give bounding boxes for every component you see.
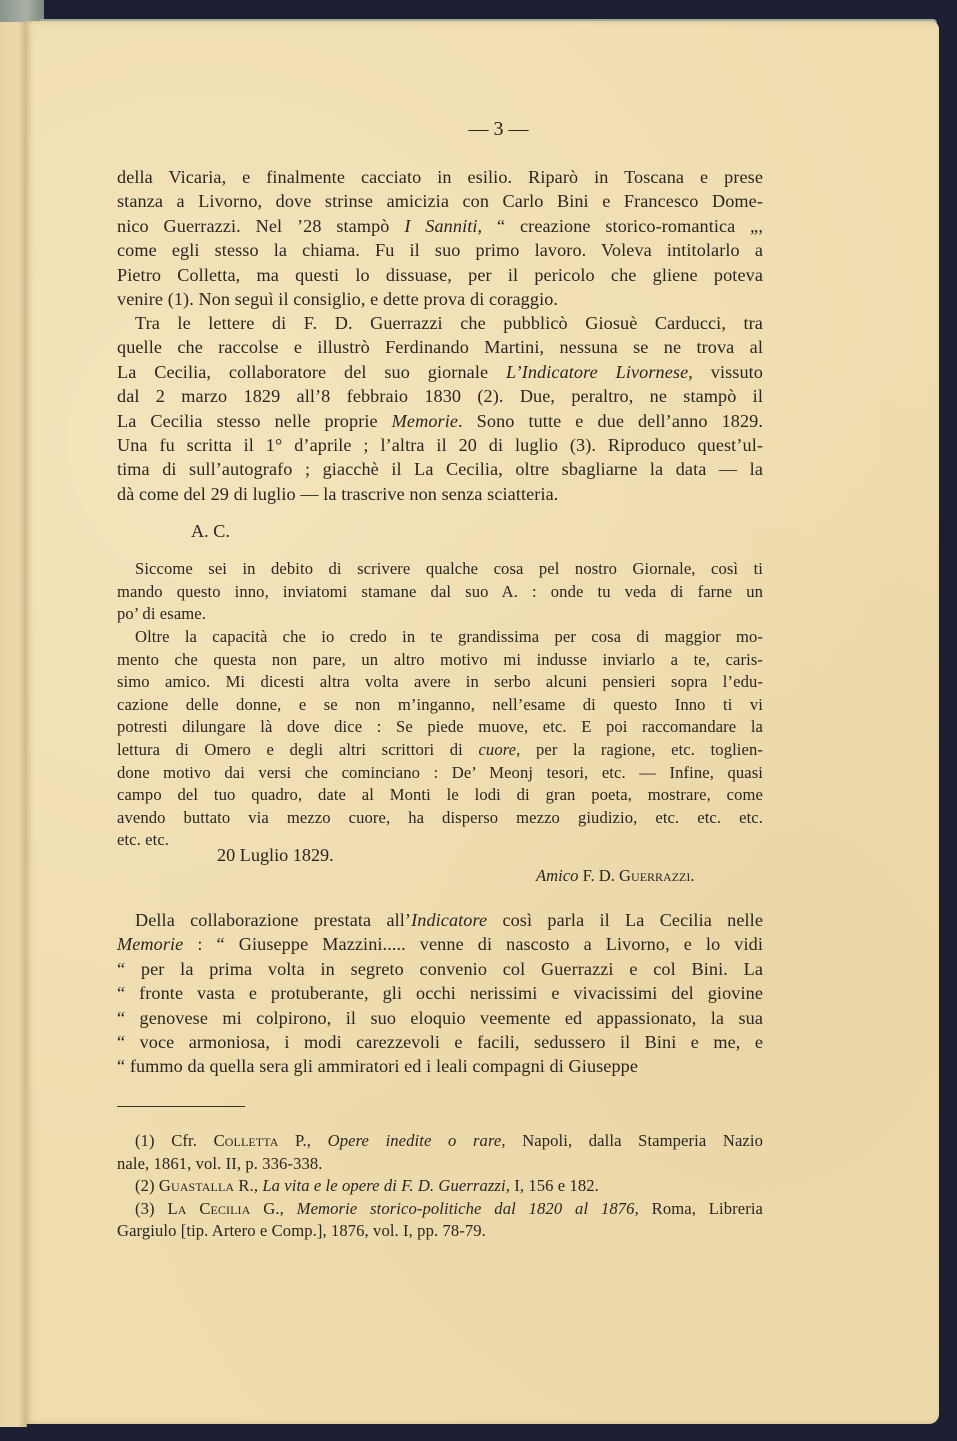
- footnotes: [117, 1130, 763, 1243]
- text-line: quelle che raccolse e illustrò Ferdinando Martini, nessuna se ne trova al: [117, 337, 763, 358]
- text-line: [117, 214, 763, 238]
- text-line: della Vicaria, e finalmente cacciato in esilio. Riparò in Toscana e prese: [117, 167, 763, 187]
- text-segment: ,: [279, 1198, 297, 1218]
- italic-title: Indicatore: [411, 910, 488, 930]
- italic-title: I Sanniti: [404, 215, 478, 236]
- footnote-author: Guastalla R.: [158, 1176, 254, 1196]
- text-line: stanza a Livorno, dove strinse amicizia con Carlo Bini e Francesco Dome-: [117, 191, 763, 212]
- text-segment: , “ creazione storico-romantica „,: [477, 215, 763, 236]
- footnote-marker: (3): [135, 1198, 168, 1218]
- footnote-3: [117, 1198, 763, 1221]
- text-line: Tra le lettere di F. D. Guerrazzi che pubblicò Giosuè Carducci, tra: [135, 313, 763, 333]
- text-line: dà come del 29 di luglio — la trascrive non senza sciatteria.: [117, 483, 559, 504]
- text-line: Pietro Colletta, ma questi lo dissuase, per il pericolo che gliene poteva: [117, 264, 763, 285]
- text-line: dal 2 marzo 1829 all’8 febbraio 1830 (2). Due, peraltro, ne stampò il: [117, 386, 763, 407]
- text-line: [117, 739, 763, 762]
- signature-prefix: Amico: [536, 866, 579, 885]
- text-line: tima di sull’autografo ; giacchè il La Cecilia, oltre sbagliarne la data — la: [117, 459, 763, 480]
- footnote-marker: (2): [135, 1176, 159, 1196]
- footnote-title: La vita e le opere di F. D. Guerrazzi: [262, 1176, 506, 1196]
- text-segment: ,: [306, 1131, 328, 1150]
- text-line: potresti dilungare là dove dice : Se piede muove, etc. E poi raccomandare la: [117, 717, 763, 737]
- text-line: mando questo inno, inviatomi stamane dal suo A. : onde tu veda di farne un: [117, 581, 763, 601]
- text-segment: , per la ragione, etc. toglien-: [516, 739, 763, 759]
- text-line: simo amico. Mi dicesti altra volta avere in serbo alcuni pensieri sopra l’edu-: [117, 672, 763, 692]
- text-line: [117, 932, 763, 956]
- text-line: “ per la prima volta in segreto convenio col Guerrazzi e col Bini. La: [117, 958, 763, 979]
- text-line: “ genovese mi colpirono, il suo eloquio veemente ed appassionato, la sua: [117, 1007, 763, 1028]
- body-paragraph-1: [117, 165, 763, 311]
- body-paragraph-2: [117, 311, 763, 506]
- text-line: [117, 409, 763, 433]
- footnote-rule: [117, 1106, 245, 1107]
- text-segment: , vissuto: [688, 361, 763, 382]
- footnote-1: [117, 1130, 763, 1153]
- text-line: mento che questa non pare, un altro motivo mi indusse inviarlo a te, caris-: [117, 649, 763, 669]
- text-segment: Della collaborazione prestata all’: [135, 910, 412, 930]
- letter-date: 20 Luglio 1829.: [217, 845, 334, 865]
- italic-title: cuore: [478, 739, 517, 759]
- footnote-continuation: nale, 1861, vol. II, p. 336-338.: [117, 1153, 323, 1173]
- text-line: [117, 360, 763, 384]
- text-segment: , Roma, Libreria: [634, 1198, 764, 1218]
- text-segment: : “ Giuseppe Mazzini..... venne di nascosto a Livorno, e lo vidi: [183, 934, 763, 955]
- text-line: Siccome sei in debito di scrivere qualche cosa pel nostro Giornale, così ti: [135, 559, 763, 578]
- text-segment: Napoli, dalla Stamperia Nazio: [505, 1131, 763, 1150]
- text-segment: così parla il La Cecilia nelle: [487, 910, 764, 930]
- text-line: avendo buttato via mezzo cuore, ha disperso mezzo giudizio, etc. etc. etc.: [117, 807, 763, 827]
- italic-title: Memorie: [391, 410, 459, 431]
- footnote-2: [117, 1175, 763, 1198]
- text-segment: ,: [253, 1176, 263, 1196]
- text-segment: , I, 156 e 182.: [505, 1176, 599, 1196]
- citation-paragraph: [117, 908, 763, 1079]
- text-line: cazione delle donne, e se non m’inganno, nell’esame di questo Inno ti vi: [117, 694, 763, 714]
- footnote-title: Opere inedite o rare,: [327, 1131, 506, 1150]
- text-line: “ fronte vasta e protuberante, gli occhi nerissimi e vivacissimi del giovine: [117, 983, 763, 1004]
- text-segment: La Cecilia, collaboratore del suo giornale: [117, 361, 506, 382]
- text-line: etc. etc.: [117, 830, 170, 850]
- page-number: — 3 —: [468, 118, 529, 140]
- footnote-title: Memorie storico-politiche dal 1820 al 1876: [296, 1198, 635, 1218]
- text-line: venire (1). Non seguì il consiglio, e dette prova di coraggio.: [117, 289, 559, 310]
- text-line: po’ di esame.: [117, 604, 206, 624]
- footnote-continuation: Gargiulo [tip. Artero e Comp.], 1876, vol. I, pp. 78-79.: [117, 1221, 486, 1241]
- footnote-author: Colletta P.: [213, 1131, 307, 1150]
- signature-name: F. D. Guerrazzi.: [582, 866, 695, 885]
- letter-paragraph-1: [117, 558, 763, 626]
- letter-salutation: A. C.: [191, 521, 230, 541]
- italic-title: L’Indicatore Livornese: [506, 361, 689, 382]
- text-line: Oltre la capacità che io credo in te grandissima per cosa di maggior mo-: [135, 627, 763, 646]
- italic-title: Memorie: [117, 934, 184, 955]
- text-line: [117, 908, 763, 932]
- text-segment: . Sono tutte e due dell’anno 1829.: [458, 410, 763, 431]
- letter-paragraph-2: [117, 626, 763, 852]
- footnote-marker: (1) Cfr.: [135, 1131, 214, 1150]
- text-segment: lettura di Omero e degli altri scrittori di: [117, 739, 479, 759]
- text-line: “ voce armoniosa, i modi carezzevoli e facili, sedussero il Bini e me, e: [117, 1032, 763, 1053]
- footnote-author: La Cecilia G.: [167, 1198, 280, 1218]
- text-line: done motivo dai versi che cominciano : De’ Meonj tesori, etc. — Infine, quasi: [117, 762, 763, 782]
- letter-signature: [536, 866, 695, 886]
- text-line: come egli stesso la chiama. Fu il suo primo lavoro. Voleva intitolarlo a: [117, 240, 763, 261]
- text-line: campo del tuo quadro, date al Monti le lodi di gran poeta, mostrare, come: [117, 785, 763, 805]
- text-segment: La Cecilia stesso nelle proprie: [117, 410, 392, 431]
- left-page-edge: [0, 22, 27, 1427]
- text-line: “ fummo da quella sera gli ammiratori ed i leali compagni di Giuseppe: [117, 1056, 639, 1077]
- text-segment: nico Guerrazzi. Nel ’28 stampò: [117, 215, 405, 236]
- text-line: Una fu scritta il 1° d’aprile ; l’altra il 20 di luglio (3). Riproduco quest’ul-: [117, 435, 763, 456]
